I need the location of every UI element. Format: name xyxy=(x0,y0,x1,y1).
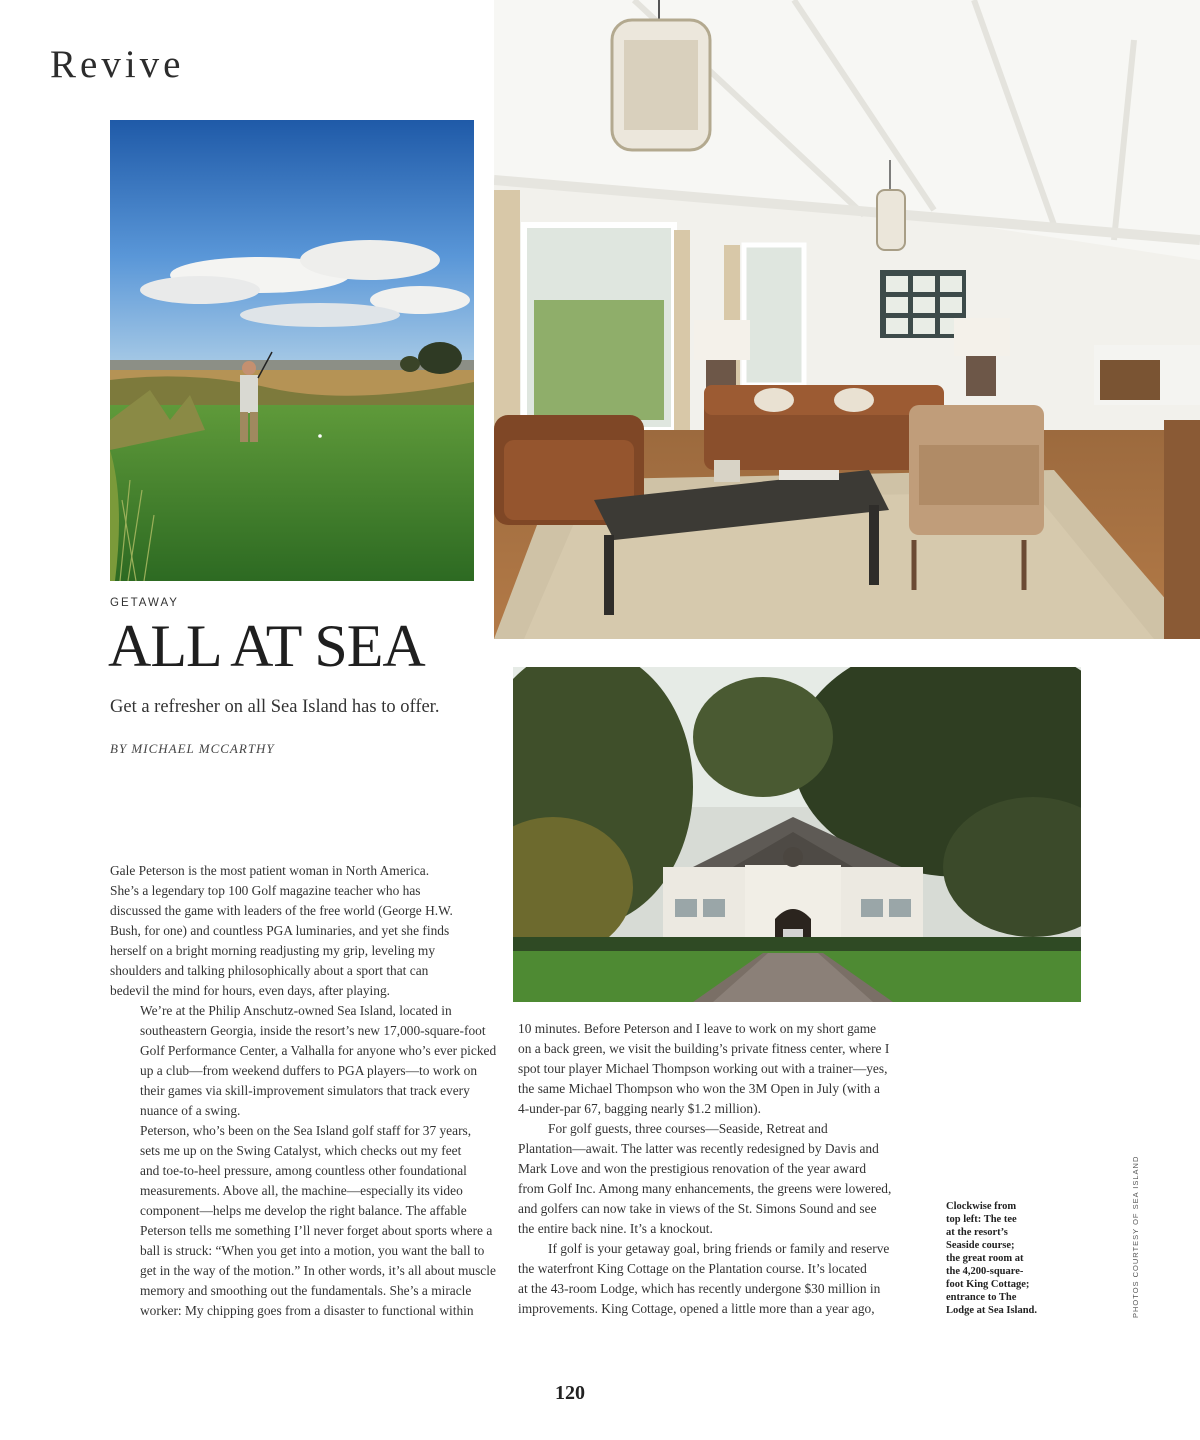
text-line: If golf is your getaway goal, bring friends or family and reserve xyxy=(548,1241,890,1256)
text-line: Peterson, who’s been on the Sea Island golf staff for 37 years, xyxy=(140,1123,472,1138)
page-number: 120 xyxy=(555,1382,585,1404)
caption-line: Clockwise from xyxy=(946,1201,1017,1212)
text-line: She’s a legendary top 100 Golf magazine teacher who has xyxy=(110,883,421,898)
paragraph xyxy=(110,1001,497,1121)
great-room-photo xyxy=(494,0,1200,639)
caption-line: at the resort’s xyxy=(946,1227,1008,1238)
text-line: shoulders and talking philosophically about a sport that can xyxy=(110,963,429,978)
text-line: 4-under-par 67, bagging nearly $1.2 million). xyxy=(518,1101,761,1116)
text-line: improvements. King Cottage, opened a little more than a year ago, xyxy=(518,1301,875,1316)
text-line: ball is struck: “When you get into a motion, you want the ball to xyxy=(140,1243,485,1258)
headline: ALL AT SEA xyxy=(108,613,425,679)
text-line: up a club—from weekend duffers to PGA players—to work on xyxy=(140,1063,478,1078)
text-line: discussed the game with leaders of the free world (George H.W. xyxy=(110,903,453,918)
text-line: and golfers can now take in views of the St. Simons Sound and see xyxy=(518,1201,877,1216)
text-line: For golf guests, three courses—Seaside, Retreat and xyxy=(548,1121,828,1136)
text-line: herself on a bright morning readjusting my grip, leveling my xyxy=(110,943,436,958)
caption-line: the great room at xyxy=(946,1253,1024,1264)
text-line: the same Michael Thompson who won the 3M Open in July (with a xyxy=(518,1081,880,1096)
text-line: measurements. Above all, the machine—especially its video xyxy=(140,1183,463,1198)
caption-line: foot King Cottage; xyxy=(946,1279,1030,1290)
text-line: Gale Peterson is the most patient woman in North America. xyxy=(110,863,430,878)
text-line: from Golf Inc. Among many enhancements, the greens were lowered, xyxy=(518,1181,892,1196)
paragraph xyxy=(110,1121,496,1321)
text-line: southeastern Georgia, inside the resort’s new 17,000-square-foot xyxy=(140,1023,486,1038)
byline: BY MICHAEL MCCARTHY xyxy=(110,741,275,756)
paragraph xyxy=(518,1019,908,1119)
caption-line: entrance to The xyxy=(946,1292,1017,1303)
caption-line: top left: The tee xyxy=(946,1214,1017,1225)
body-column-2 xyxy=(518,1019,908,1319)
text-line: Plantation—await. The latter was recently redesigned by Davis and xyxy=(518,1141,879,1156)
text-line: worker: My chipping goes from a disaster to functional within xyxy=(140,1303,474,1318)
text-line: at the 43-room Lodge, which has recently undergone $30 million in xyxy=(518,1281,881,1296)
paragraph xyxy=(518,1239,908,1319)
caption-line: the 4,200-square- xyxy=(946,1266,1024,1277)
text-line: 10 minutes. Before Peterson and I leave to work on my short game xyxy=(518,1021,877,1036)
text-line: nuance of a swing. xyxy=(140,1103,241,1118)
text-line: bedevil the mind for hours, even days, after playing. xyxy=(110,983,391,998)
text-line: the entire back nine. It’s a knockout. xyxy=(518,1221,713,1236)
section-kicker: GETAWAY xyxy=(110,597,179,609)
photo-credit: PHOTOS COURTESY OF SEA ISLAND xyxy=(1131,1155,1140,1318)
body-column-1 xyxy=(110,861,497,1321)
text-line: the waterfront King Cottage on the Plantation course. It’s located xyxy=(518,1261,867,1276)
text-line: memory and smoothing out the fundamentals. She’s a miracle xyxy=(140,1283,472,1298)
lodge-entrance-photo xyxy=(513,667,1081,1002)
text-line: Mark Love and won the prestigious renovation of the year award xyxy=(518,1161,867,1176)
text-line: spot tour player Michael Thompson working out with a trainer—yes, xyxy=(518,1061,888,1076)
text-line: get in the way of the motion.” In other words, it’s all about muscle xyxy=(140,1263,496,1278)
paragraph xyxy=(518,1119,908,1239)
text-line: on a back green, we visit the building’s private fitness center, where I xyxy=(518,1041,890,1056)
paragraph xyxy=(110,861,482,1001)
text-line: their games via skill-improvement simulators that track every xyxy=(140,1083,470,1098)
text-line: Bush, for one) and countless PGA luminaries, and yet she finds xyxy=(110,923,450,938)
dek: Get a refresher on all Sea Island has to offer. xyxy=(110,697,440,717)
text-line: Golf Performance Center, a Valhalla for anyone who’s ever picked xyxy=(140,1043,497,1058)
text-line: component—helps me develop the right balance. The affable xyxy=(140,1203,467,1218)
text-line: sets me up on the Swing Catalyst, which checks out my feet xyxy=(140,1143,462,1158)
text-line: We’re at the Philip Anschutz-owned Sea Island, located in xyxy=(140,1003,452,1018)
text-line: Peterson tells me something I’ll never forget about sports where a xyxy=(140,1223,493,1238)
text-line: and toe-to-heel pressure, among countless other foundational xyxy=(140,1163,467,1178)
caption-line: Lodge at Sea Island. xyxy=(946,1305,1038,1316)
caption-line: Seaside course; xyxy=(946,1240,1015,1251)
section-label: Revive xyxy=(50,43,185,86)
photo-caption xyxy=(946,1200,1050,1317)
golf-tee-photo xyxy=(110,120,474,581)
